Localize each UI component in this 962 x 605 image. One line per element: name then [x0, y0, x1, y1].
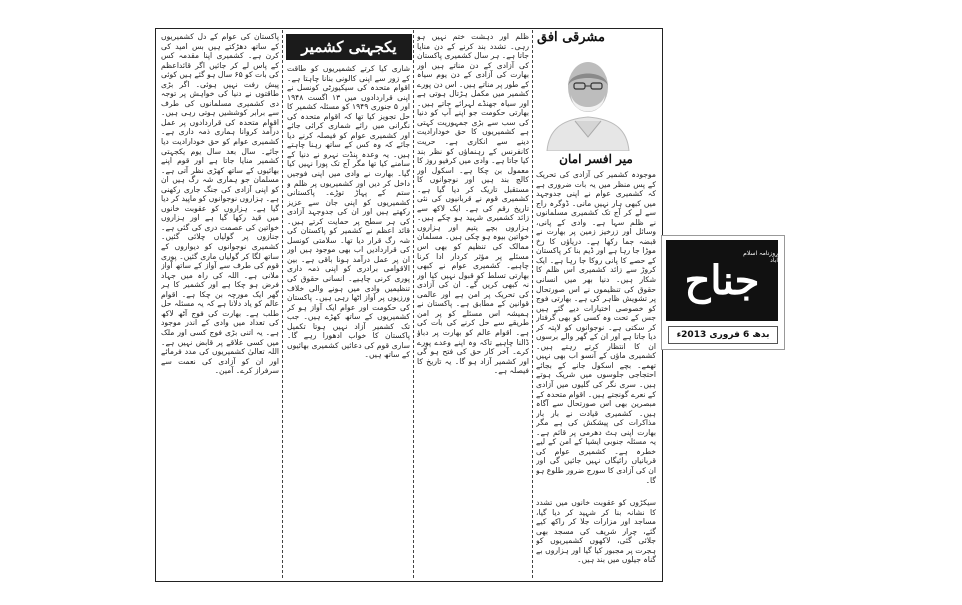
column-title: مشرقی افق — [537, 30, 605, 45]
author-photo — [535, 47, 641, 151]
article-headline: یکجہتی کشمیر — [286, 34, 412, 60]
article-column-4-bottom — [536, 498, 656, 576]
article-column-3 — [417, 32, 529, 578]
masthead-logo — [666, 240, 778, 321]
article-column-1 — [161, 32, 279, 578]
masthead-title: جناح — [684, 257, 760, 304]
column-text: موجودہ کشمیر کی آزادی کی تحریک کے پس منظر میں یہ بات ضروری ہے کہ کشمیری عوام نے اپنی جدوجہد میں کبھی ہار نہیں مانی۔ ڈوگرہ راج سے لے کر آج تک کشمیری مسلمانوں نے ظلم سہا ہے۔ وادی کے پانی، وسائل اور زرخیز زمین پر بھارت نے قبضہ جما رکھا ہے۔ دریاؤں کا رخ موڑا جا رہا ہے اور ڈیم بنا کر پاکستان کے حصے کا پانی روکا جا رہا ہے۔ ایک کروڑ سے زائد کشمیری اس ظلم کا شکار ہیں۔ دنیا بھر میں انسانی حقوق کی تنظیموں نے اس صورتحال پر تشویش ظاہر کی ہے۔ بھارتی فوج کو خصوصی اختیارات دیے گئے ہیں جس کے تحت وہ کسی کو بھی گرفتار کر سکتی ہے۔ نوجوانوں کو لاپتہ کر دیا جاتا ہے اور ان کے گھر والے برسوں ان کا انتظار کرتے رہتے ہیں۔ کشمیری ماؤں کے آنسو اب بھی نہیں تھمے۔ بچے اسکول جانے کے بجائے احتجاجی جلوسوں میں شریک ہوتے ہیں۔ سری نگر کی گلیوں میں آزادی کے نعرے گونجتے ہیں۔ اقوام متحدہ کے مبصرین بھی اس صورتحال سے آگاہ ہیں۔ کشمیری قیادت نے بار بار مذاکرات کی پیشکش کی ہے مگر بھارت اپنی ہٹ دھرمی پر قائم ہے۔ یہ مسئلہ جنوبی ایشیا کے امن کے لیے خطرہ ہے۔ کشمیری عوام کی قربانیاں رائیگاں نہیں جائیں گی اور ان کی آزادی کا سورج ضرور طلوع ہو گا۔ — [536, 170, 656, 485]
article-column-2 — [287, 64, 410, 578]
article-column-4 — [536, 170, 656, 495]
masthead-subtitle: روزنامہ اسلام آباد — [743, 250, 778, 264]
column-text: شاری کیا کرتے کشمیریوں کو طاقت کے زور سے اپنی کالونی بنانا چاہتا ہے۔ اقوام متحدہ کی سیکیورٹی کونسل نے اپنی قراردادوں میں ۱۳ اگست ۱۹۴۸ اور ۵ جنوری ۱۹۴۹ کو مسئلہ کشمیر کا حل تجویز کیا تھا کہ اقوام متحدہ کی نگرانی میں رائے شماری کرائی جائے اور کشمیری عوام کو فیصلہ کرنے دیا جائے کہ وہ کس کے ساتھ رہنا چاہتے ہیں۔ یہ وعدہ پنڈت نہرو نے دنیا کے سامنے کیا تھا مگر آج تک پورا نہیں کیا گیا۔ بھارت نے وادی میں اپنی فوجیں داخل کر دیں اور کشمیریوں پر ظلم و ستم کے پہاڑ توڑے۔ پاکستانی کشمیریوں کو اپنی جان سے عزیز رکھتے ہیں اور ان کی جدوجہد آزادی کی ہر سطح پر حمایت کرتے ہیں۔ قائد اعظم نے کشمیر کو پاکستان کی شہ رگ قرار دیا تھا۔ سلامتی کونسل کی قراردادیں اب بھی موجود ہیں اور ان پر عمل درآمد ہونا باقی ہے۔ بین الاقوامی برادری کو اپنی ذمہ داری پوری کرنی چاہیے۔ انسانی حقوق کی تنظیمیں وادی میں ہونے والی خلاف ورزیوں پر آواز اٹھا رہی ہیں۔ پاکستان کی حکومت اور عوام ایک آواز ہو کر کشمیریوں کے ساتھ کھڑے ہیں۔ جب تک کشمیر آزاد نہیں ہوتا تکمیل پاکستان کا خواب ادھورا رہے گا۔ ساری قوم کی دعائیں کشمیری بھائیوں کے ساتھ ہیں۔ — [287, 64, 410, 360]
column-text: ظلم اور دہشت ختم نہیں ہو رہی۔ تشدد بند کرنے کے دن منایا جاتا ہے۔ ہر سال کشمیری پاکستان کی آزادی کے دن مناتے ہیں اور بھارت کی آزادی کے دن یوم سیاہ کے طور پر مناتے ہیں۔ اس دن پورے کشمیر میں مکمل ہڑتال ہوتی ہے اور سیاہ جھنڈے لہرائے جاتے ہیں۔ بھارتی حکومت جو اپنے آپ کو دنیا کی سب سے بڑی جمہوریت کہتی ہے کشمیریوں کا حق خودارادیت دینے سے انکاری ہے۔ حریت کانفرنس کے رہنماؤں کو نظر بند کیا جاتا ہے۔ وادی میں کرفیو روز کا معمول بن چکا ہے۔ اسکول اور کالج بند ہیں اور نوجوانوں کا مستقبل تاریک کر دیا گیا ہے۔ کشمیری قوم نے قربانیوں کی نئی تاریخ رقم کی ہے۔ ایک لاکھ سے زائد کشمیری شہید ہو چکے ہیں۔ ہزاروں بچے یتیم اور ہزاروں خواتین بیوہ ہو چکی ہیں۔ مسلمان ممالک کی تنظیم کو بھی اس مسئلے پر مؤثر کردار ادا کرنا چاہیے۔ کشمیری عوام نے کبھی بھارتی تسلط کو قبول نہیں کیا اور نہ کبھی کریں گے۔ ان کی آزادی کی تحریک پر امن ہے اور عالمی قوانین کے مطابق ہے۔ پاکستان نے ہمیشہ اس مسئلے کو پر امن طریقے سے حل کرنے کی بات کی ہے۔ اقوام عالم کو بھارت پر دباؤ ڈالنا چاہیے تاکہ وہ اپنے وعدے پورے کرے۔ آخر کار حق کی فتح ہو گی اور کشمیر آزاد ہو گا۔ یہ تاریخ کا فیصلہ ہے۔ — [417, 32, 529, 376]
author-portrait-icon — [535, 47, 641, 151]
column-divider — [282, 30, 283, 578]
column-divider — [413, 30, 414, 578]
column-text: سیکڑوں کو عقوبت خانوں میں تشدد کا نشانہ بنا کر شہید کر دیا گیا، مساجد اور مزارات جلا کر راکھ کیے گئے، چرار شریف کی مسجد بھی جلائی گئی، لاکھوں کشمیریوں کو ہجرت پر مجبور کیا گیا اور ہزاروں بے گناہ جیلوں میں بند ہیں۔ — [536, 498, 656, 565]
newspaper-masthead — [661, 235, 785, 350]
author-name: میر افسر امان — [559, 152, 633, 166]
column-text: پاکستان کی عوام کے دل کشمیریوں کے ساتھ دھڑکتے ہیں بس امید کی کرن ہے۔ کشمیری اپنا مقدمہ کس کے پاس لے کر جائیں اگر قائداعظم کی بات کو ۶۵ سال ہو گئے ہیں کوئی پیش رفت نہیں ہوئی۔ اگر بڑی طاقتوں نے دنیا کی خواہش پر توجہ دی کشمیری مسلمانوں کی طرف سے برابر کوششیں ہوتی رہی ہیں۔ اقوام متحدہ کی قراردادوں پر عمل درآمد کروانا ہماری ذمہ داری ہے۔ کشمیری عوام کو حق خودارادیت دیا جائے۔ سال بعد سال یوم یکجہتی کشمیر منایا جاتا ہے اور قوم اپنے بھائیوں کے ساتھ کھڑی نظر آتی ہے۔ مسلمان جو ہماری شہ رگ ہیں ان کو اپنی آزادی کی جنگ جاری رکھنی ہے۔ ہزاروں نوجوانوں کو ماپید کر دیا گیا ہے۔ ہزاروں کو عقوبت خانوں میں قید رکھا گیا ہے اور ہزاروں خواتین کی عصمت دری کی گئی ہے۔ جنازوں پر گولیاں چلائی گئیں۔ کشمیری نوجوانوں کو دیواروں کے ساتھ لگا کر گولیاں ماری گئیں۔ پوری قوم کی طرف سے آواز کے ساتھ آواز ملانی ہے۔ اللہ کی راہ میں جہاد فرض ہو چکا ہے اور کشمیر کا ہر گھر ایک مورچہ بن چکا ہے۔ اقوام عالم کو یاد دلانا ہے کہ یہ مسئلہ حل طلب ہے۔ بھارت کی فوج آٹھ لاکھ کی تعداد میں وادی کے اندر موجود ہے۔ یہ اتنی بڑی فوج کسی اور ملک میں کسی علاقے پر قابض نہیں ہے۔ اللہ تعالیٰ کشمیریوں کی مدد فرمائے اور ان کو آزادی کی نعمت سے سرفراز کرے۔ آمین۔ — [161, 32, 279, 376]
column-divider — [532, 30, 533, 578]
masthead-date: بدھ 6 فروری 2013ء — [668, 326, 778, 344]
